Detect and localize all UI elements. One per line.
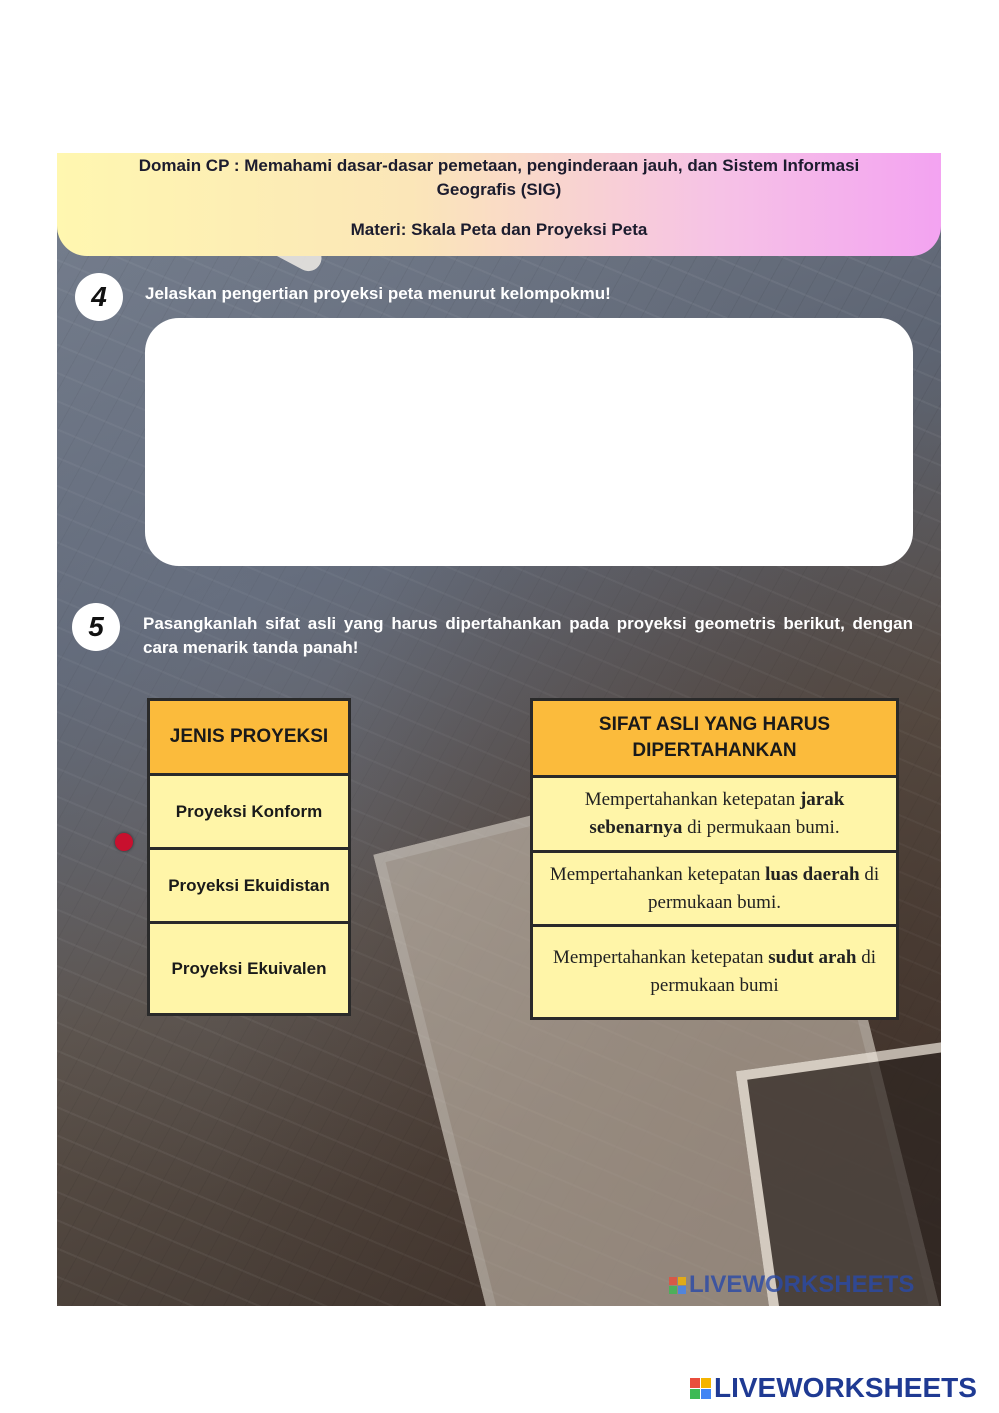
sifat-jarak-text: Mempertahankan ketepatan jarak sebenarnya di permukaan bumi. bbox=[584, 789, 845, 838]
inner-liveworksheets-text: LIVEWORKSHEETS bbox=[689, 1271, 915, 1298]
question-5-text: Pasangkanlah sifat asli yang harus dipertahankan pada proyeksi geometris berikut, dengan cara menarik tanda panah! bbox=[143, 614, 913, 657]
sifat-luas-text: Mempertahankan ketepatan luas daerah di permukaan bumi. bbox=[549, 863, 880, 913]
sifat-sudut-text: Mempertahankan ketepatan sudut arah di permukaan bumi bbox=[553, 947, 876, 996]
domain-cp-text: Domain CP : Memahami dasar-dasar pemetaan, penginderaan jauh, dan Sistem Informasi Geografis (SIG) bbox=[138, 156, 860, 199]
proyeksi-ekuivalen-item[interactable]: Proyeksi Ekuivalen bbox=[150, 924, 348, 1013]
question-4-answer-box[interactable] bbox=[145, 318, 913, 566]
footer-liveworksheets-text: LIVEWORKSHEETS bbox=[714, 1372, 977, 1403]
inner-liveworksheets-logo bbox=[669, 1271, 914, 1299]
sifat-luas-item[interactable] bbox=[533, 853, 896, 924]
worksheet-header bbox=[57, 153, 941, 256]
postcard-decoration-2 bbox=[736, 1038, 941, 1306]
footer-liveworksheets-logo[interactable] bbox=[690, 1372, 977, 1404]
sifat-asli-header: SIFAT ASLI YANG HARUS DIPERTAHANKAN bbox=[533, 701, 896, 775]
worksheet-page bbox=[57, 153, 941, 1306]
sifat-jarak-item[interactable] bbox=[533, 778, 896, 850]
sifat-sudut-item[interactable] bbox=[533, 927, 896, 1017]
question-4-number: 4 bbox=[75, 273, 123, 321]
liveworksheets-icon bbox=[669, 1277, 686, 1294]
jenis-proyeksi-table bbox=[147, 698, 351, 1016]
proyeksi-konform-item[interactable]: Proyeksi Konform bbox=[150, 776, 348, 847]
question-4-text: Jelaskan pengertian proyeksi peta menurut kelompokmu! bbox=[145, 284, 611, 303]
proyeksi-ekuidistan-item[interactable]: Proyeksi Ekuidistan bbox=[150, 850, 348, 921]
question-5-number: 5 bbox=[72, 603, 120, 651]
jenis-proyeksi-header: JENIS PROYEKSI bbox=[150, 701, 348, 773]
materi-text: Materi: Skala Peta dan Proyeksi Peta bbox=[350, 220, 648, 239]
map-pin-icon bbox=[115, 833, 133, 851]
sifat-asli-table bbox=[530, 698, 899, 1020]
liveworksheets-footer-icon bbox=[690, 1378, 711, 1399]
